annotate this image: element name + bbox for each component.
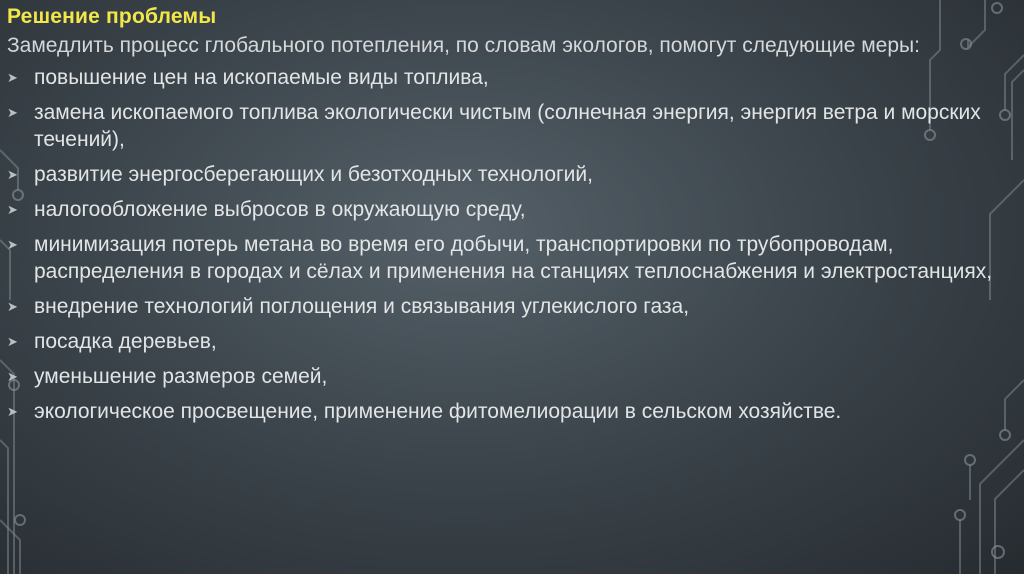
list-item — [7, 196, 1004, 223]
list-item — [7, 398, 1004, 425]
slide-title: Решение проблемы — [7, 5, 217, 28]
list-item-text: минимизация потерь метана во время его добычи, транспортировки по трубопроводам, распределения в городах и сёлах и применения на станциях теплоснабжения и электростанциях, — [34, 233, 993, 283]
list-item-text: внедрение технологий поглощения и связывания углекислого газа, — [34, 295, 690, 318]
list-item — [7, 293, 1004, 320]
list-item — [7, 363, 1004, 390]
chevron-right-icon: ➤ — [7, 70, 18, 85]
chevron-right-icon: ➤ — [7, 237, 18, 252]
chevron-right-icon: ➤ — [7, 202, 18, 217]
list-item — [7, 328, 1004, 355]
list-item-text: экологическое просвещение, применение фитомелиорации в сельском хозяйстве. — [34, 400, 842, 423]
measures-list — [7, 64, 1007, 425]
chevron-right-icon: ➤ — [7, 369, 18, 384]
list-item-text: налогообложение выбросов в окружающую среду, — [34, 198, 526, 221]
list-item-text: посадка деревьев, — [34, 330, 217, 353]
list-item — [7, 99, 1004, 153]
list-item-text: развитие энергосберегающих и безотходных технологий, — [34, 163, 593, 186]
list-item-text: уменьшение размеров семей, — [34, 365, 328, 388]
list-item-text: повышение цен на ископаемые виды топлива, — [34, 66, 489, 89]
chevron-right-icon: ➤ — [7, 334, 18, 349]
chevron-right-icon: ➤ — [7, 299, 18, 314]
list-item — [7, 64, 1004, 91]
chevron-right-icon: ➤ — [7, 105, 18, 120]
list-item — [7, 161, 1004, 188]
slide-content — [7, 4, 1007, 433]
list-item-text: замена ископаемого топлива экологически чистым (солнечная энергия, энергия ветра и морских течений), — [34, 101, 981, 151]
chevron-right-icon: ➤ — [7, 167, 18, 182]
chevron-right-icon: ➤ — [7, 404, 18, 419]
list-item — [7, 231, 1004, 285]
intro-text: Замедлить процесс глобального потепления, по словам экологов, помогут следующие меры: — [7, 34, 920, 57]
